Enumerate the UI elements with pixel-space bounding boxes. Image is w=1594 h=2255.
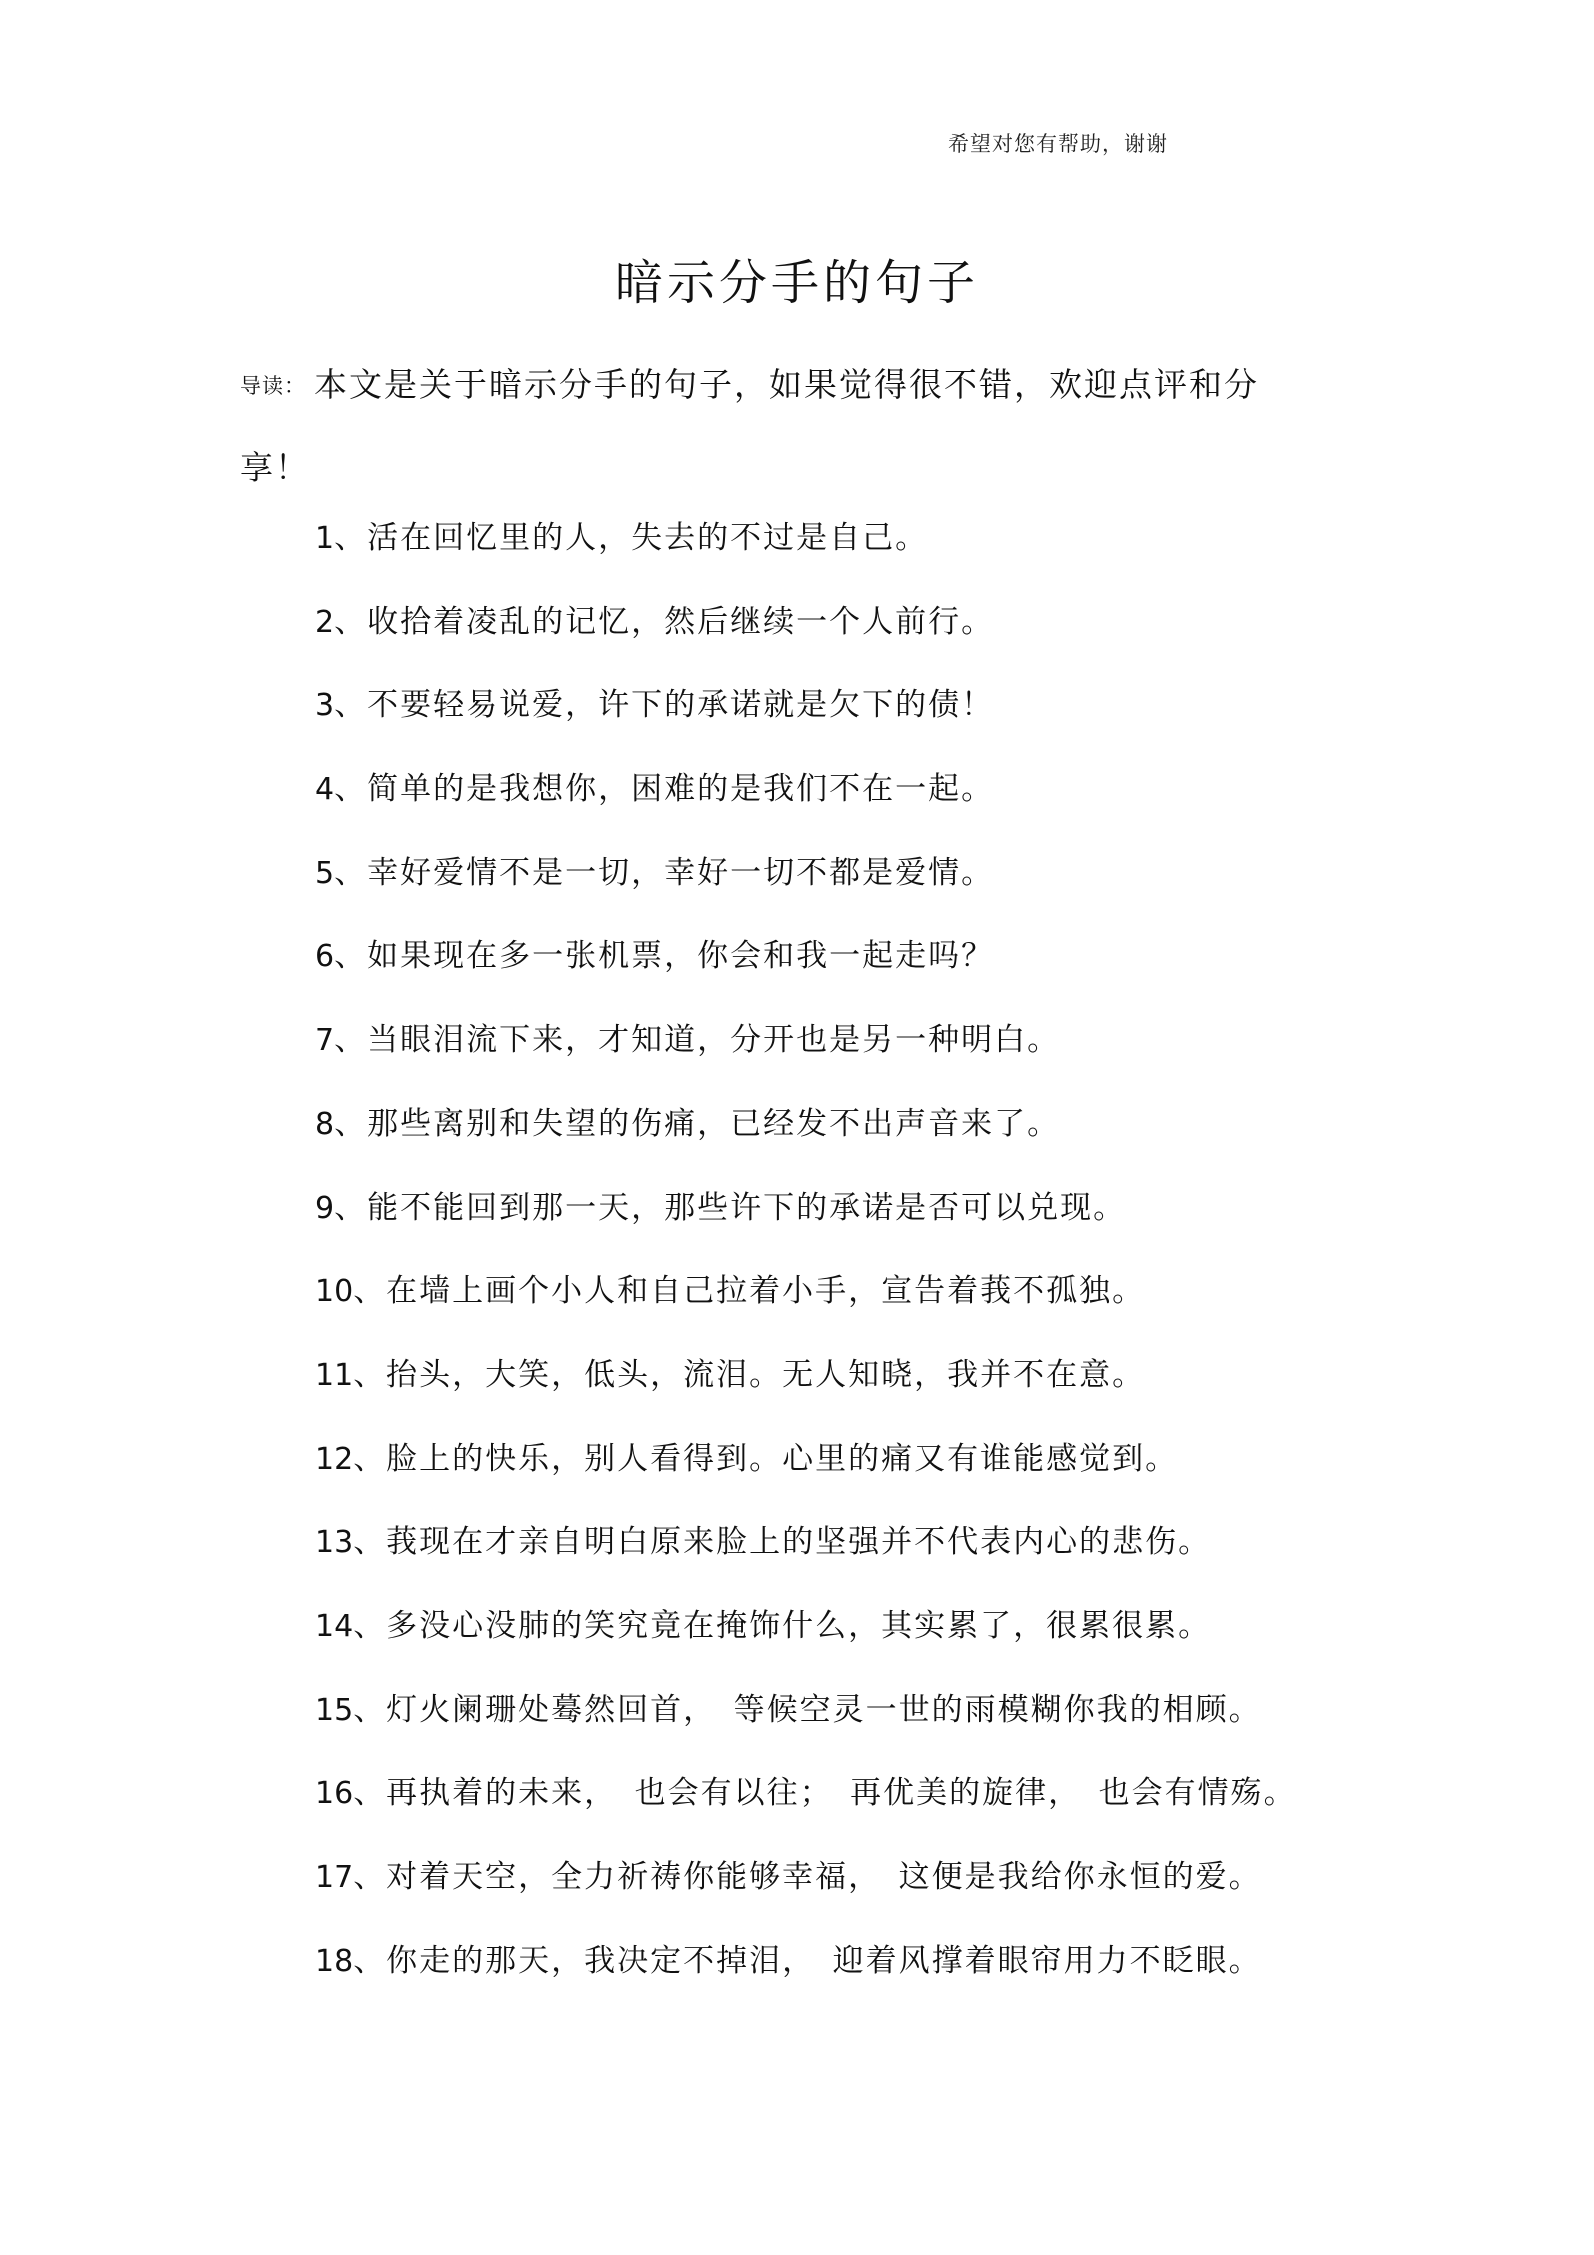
item-number: 15 bbox=[315, 1692, 354, 1728]
list-item bbox=[315, 1765, 1415, 1849]
list-item bbox=[315, 845, 1415, 929]
item-text: 、活在回忆里的人，失去的不过是自己。 bbox=[334, 520, 929, 556]
list-item bbox=[315, 1347, 1415, 1431]
item-number: 6 bbox=[315, 939, 335, 975]
item-text: 、能不能回到那一天，那些许下的承诺是否可以兑现。 bbox=[334, 1189, 1127, 1226]
item-text: 、如果现在多一张机票，你会和我一起走吗？ bbox=[334, 938, 995, 975]
header-note: 希望对您有帮助，谢谢 bbox=[948, 132, 1168, 156]
item-text: 、多没心没肺的笑究竟在掩饰什么，其实累了，很累很累。 bbox=[353, 1607, 1212, 1644]
item-text: 、简单的是我想你，困难的是我们不在一起。 bbox=[334, 771, 995, 808]
item-text: 、抬头，大笑，低头，流泪。无人知晓，我并不在意。 bbox=[353, 1356, 1146, 1393]
list-item bbox=[315, 1849, 1415, 1933]
item-text: 、对着天空，全力祈祷你能够幸福， 这便是我给你永恒的爱。 bbox=[353, 1859, 1262, 1895]
item-number: 5 bbox=[315, 855, 335, 891]
list-item bbox=[315, 1933, 1415, 2017]
item-text: 、那些离别和失望的伤痛，已经发不出声音来了。 bbox=[334, 1105, 1061, 1142]
list-item bbox=[315, 677, 1415, 761]
item-text: 、再执着的未来， 也会有以往； 再优美的旋律， 也会有情殇。 bbox=[353, 1775, 1297, 1812]
list-item bbox=[315, 1096, 1415, 1180]
item-number: 14 bbox=[315, 1608, 354, 1644]
item-number: 18 bbox=[315, 1943, 354, 1979]
item-number: 10 bbox=[315, 1274, 354, 1310]
list-item bbox=[315, 1263, 1415, 1347]
sentence-list bbox=[315, 510, 1415, 2016]
item-text: 、你走的那天，我决定不掉泪， 迎着风撑着眼帘用力不眨眼。 bbox=[353, 1942, 1262, 1979]
item-text: 、脸上的快乐，别人看得到。心里的痛又有谁能感觉到。 bbox=[353, 1440, 1179, 1477]
list-item bbox=[315, 928, 1415, 1012]
item-number: 2 bbox=[315, 604, 335, 640]
item-text: 、当眼泪流下来，才知道，分开也是另一种明白。 bbox=[334, 1022, 1061, 1059]
list-item bbox=[315, 1431, 1415, 1515]
list-item bbox=[315, 1012, 1415, 1096]
item-number: 16 bbox=[315, 1776, 354, 1812]
item-number: 4 bbox=[315, 772, 335, 808]
item-number: 17 bbox=[315, 1860, 354, 1895]
list-item bbox=[315, 1682, 1415, 1766]
intro-label: 导读： bbox=[240, 374, 306, 398]
item-text: 、在墙上画个小人和自己拉着小手，宣告着莪不孤独。 bbox=[353, 1273, 1146, 1310]
item-number: 11 bbox=[315, 1357, 354, 1393]
item-text: 、灯火阑珊处蓦然回首， 等候空灵一世的雨模糊你我的相顾。 bbox=[353, 1691, 1262, 1728]
list-item bbox=[315, 1514, 1415, 1598]
item-number: 13 bbox=[315, 1525, 354, 1561]
intro-paragraph bbox=[240, 344, 1290, 509]
list-item bbox=[315, 761, 1415, 845]
item-text: 、莪现在才亲自明白原来脸上的坚强并不代表内心的悲伤。 bbox=[353, 1524, 1212, 1561]
item-text: 、不要轻易说爱，许下的承诺就是欠下的债！ bbox=[334, 687, 995, 724]
list-item bbox=[315, 510, 1415, 594]
list-item bbox=[315, 1598, 1415, 1682]
item-number: 7 bbox=[315, 1023, 335, 1059]
page-title: 暗示分手的句子 bbox=[614, 255, 979, 311]
intro-text: 本文是关于暗示分手的句子，如果觉得很不错，欢迎点评和分享！ bbox=[240, 365, 1259, 487]
list-item bbox=[315, 594, 1415, 678]
item-number: 1 bbox=[315, 521, 335, 556]
list-item bbox=[315, 1180, 1415, 1264]
item-number: 3 bbox=[315, 688, 335, 724]
item-number: 9 bbox=[315, 1190, 335, 1226]
item-text: 、收拾着凌乱的记忆，然后继续一个人前行。 bbox=[334, 603, 995, 640]
item-number: 12 bbox=[315, 1441, 354, 1477]
item-number: 8 bbox=[315, 1106, 335, 1142]
item-text: 、幸好爱情不是一切，幸好一切不都是爱情。 bbox=[334, 854, 995, 891]
